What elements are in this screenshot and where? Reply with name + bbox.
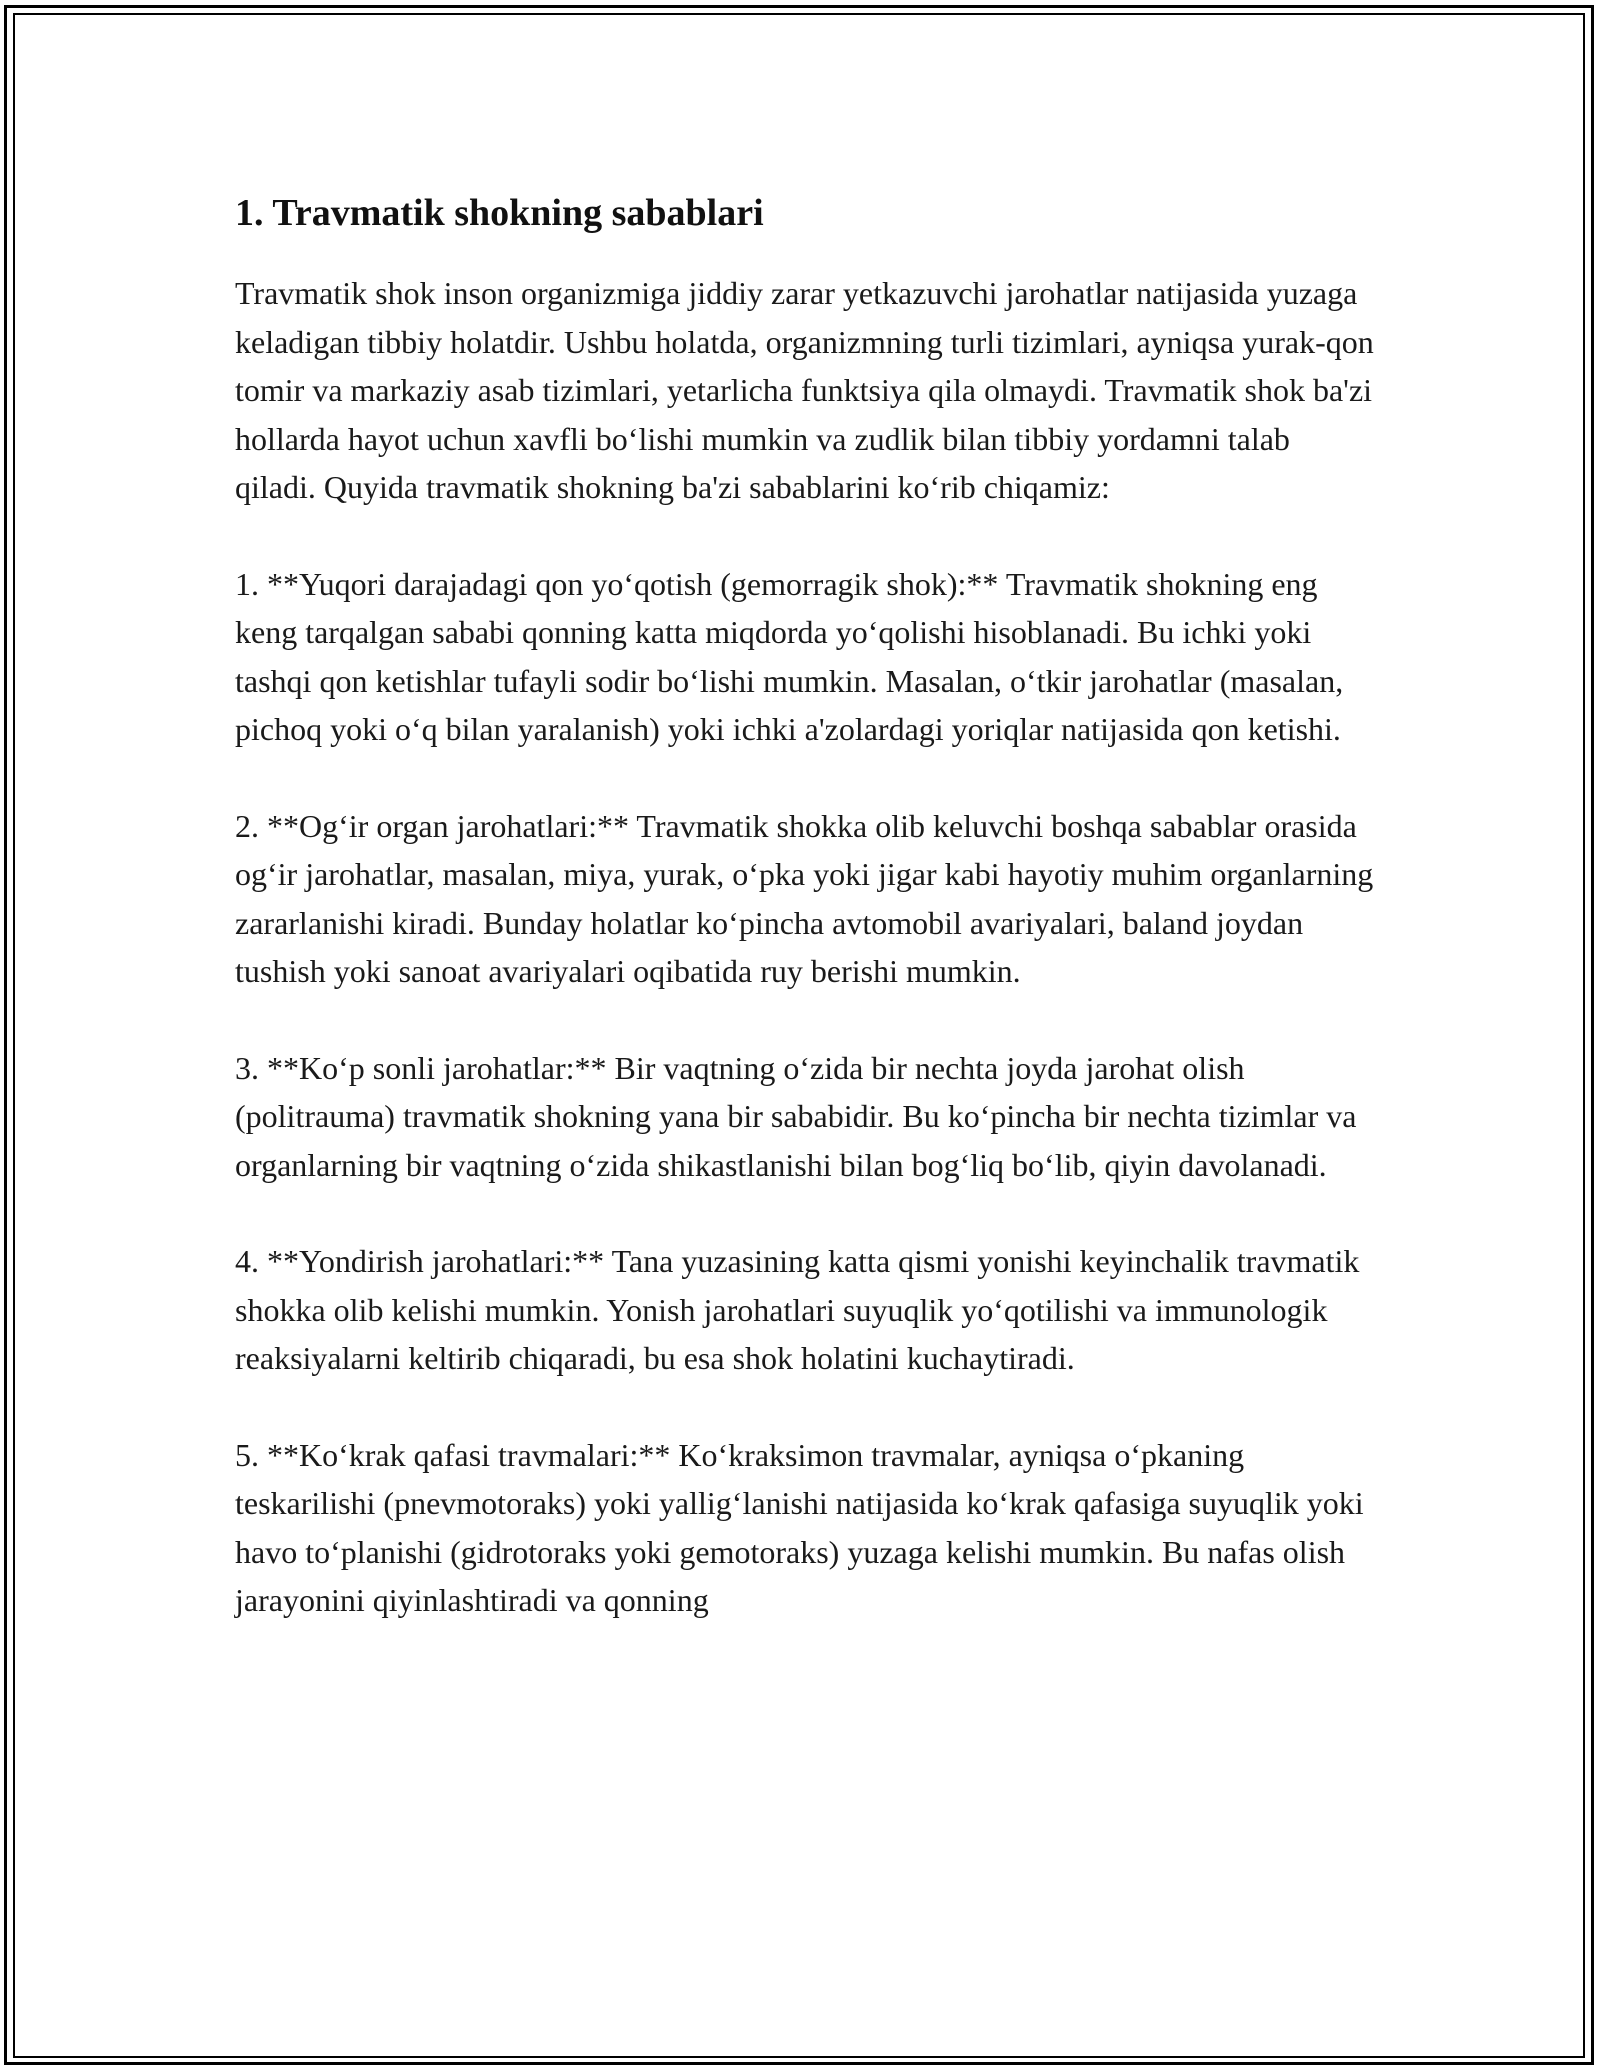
list-item-2: 2. **Og‘ir organ jarohatlari:** Travmatik shokka olib keluvchi boshqa sabablar orasida og‘ir jarohatlar, masalan, miya, yurak, o‘pka yoki jigar kabi hayotiy muhim organlarning zararlanishi kiradi. Bunday holatlar ko‘pincha avtomobil avariyalari, baland joydan tushish yoki sanoat avariyalari oqibatida ruy berishi mumkin. [235, 807, 1374, 989]
list-item-1: 1. **Yuqori darajadagi qon yo‘qotish (gemorragik shok):** Travmatik shokning eng keng tarqalgan sababi qonning katta miqdorda yo‘qolishi hisoblanadi. Bu ichki yoki tashqi qon ketishlar tufayli sodir bo‘lishi mumkin. Masalan, o‘tkir jarohatlar (masalan, pichoq yoki o‘q bilan yaralanish) yoki ichki a'zolardagi yoriqlar natijasida qon ketishi. [235, 565, 1344, 747]
intro-paragraph: Travmatik shok inson organizmiga jiddiy zarar yetkazuvchi jarohatlar natijasida yuzaga keladigan tibbiy holatdir. Ushbu holatda, organizmning turli tizimlari, ayniqsa yurak-qon tomir va markaziy asab tizimlari, yetarlicha funktsiya qila olmaydi. Travmatik shok ba'zi hollarda hayot uchun xavfli bo‘lishi mumkin va zudlik bilan tibbiy yordamni talab qiladi. Quyida travmatik shokning ba'zi sabablarini ko‘rib chiqamiz: [235, 275, 1374, 505]
list-item-4: 4. **Yondirish jarohatlari:** Tana yuzasining katta qismi yonishi keyinchalik travmatik shokka olib kelishi mumkin. Yonish jarohatlari suyuqlik yo‘qotilishi va immunologik reaksiyalarni keltirib chiqaradi, bu esa shok holatini kuchaytiradi. [235, 1243, 1360, 1376]
list-item-5: 5. **Ko‘krak qafasi travmalari:** Ko‘kraksimon travmalar, ayniqsa o‘pkaning teskarilishi (pnevmotoraks) yoki yallig‘lanishi natijasida ko‘krak qafasiga suyuqlik yoki havo to‘planishi (gidrotoraks yoki gemotoraks) yuzaga kelishi mumkin. Bu nafas olish jarayonini qiyinlashtiradi va qonning [235, 1436, 1364, 1618]
section-title: 1. Travmatik shokning sabablari [235, 192, 764, 234]
document-body [235, 183, 1375, 1673]
list-item-3: 3. **Ko‘p sonli jarohatlar:** Bir vaqtning o‘zida bir nechta joyda jarohat olish (politrauma) travmatik shokning yana bir sababidir. Bu ko‘pincha bir nechta tizimlar va organlarning bir vaqtning o‘zida shikastlanishi bilan bog‘liq bo‘lib, qiyin davolanadi. [235, 1049, 1357, 1183]
